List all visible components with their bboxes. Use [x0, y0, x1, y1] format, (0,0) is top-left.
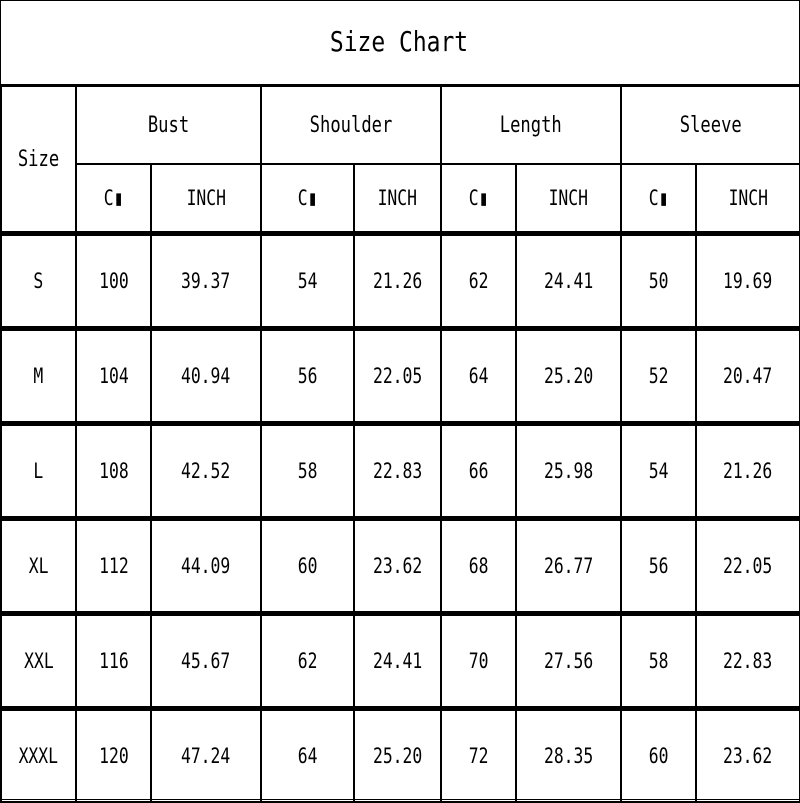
- measurement-cell: 100: [76, 234, 151, 329]
- size-table: [0, 84, 800, 803]
- size-label-cell: S: [1, 234, 76, 329]
- unit-header: INCH: [151, 164, 261, 234]
- size-label-cell: XXXL: [1, 709, 76, 803]
- unit-header: C▮: [261, 164, 354, 234]
- measurement-cell: 28.35: [516, 709, 621, 803]
- measurement-cell: 64: [441, 329, 516, 424]
- measurement-cell: 39.37: [151, 234, 261, 329]
- measurement-cell: 24.41: [354, 614, 441, 709]
- measurement-cell: 112: [76, 519, 151, 614]
- measurement-cell: 22.83: [354, 424, 441, 519]
- size-label-cell: XL: [1, 519, 76, 614]
- measurement-cell: 25.20: [354, 709, 441, 803]
- measurement-cell: 62: [261, 614, 354, 709]
- chart-title: Size Chart: [329, 25, 469, 58]
- measurement-cell: 22.05: [696, 519, 800, 614]
- group-header-bust: Bust: [76, 86, 261, 165]
- measurement-cell: 64: [261, 709, 354, 803]
- measurement-cell: 58: [621, 614, 696, 709]
- measurement-cell: 45.67: [151, 614, 261, 709]
- unit-header: C▮: [621, 164, 696, 234]
- size-label-cell: L: [1, 424, 76, 519]
- unit-header: C▮: [76, 164, 151, 234]
- measurement-cell: 68: [441, 519, 516, 614]
- measurement-cell: 25.20: [516, 329, 621, 424]
- unit-header: INCH: [354, 164, 441, 234]
- measurement-cell: 70: [441, 614, 516, 709]
- measurement-cell: 56: [621, 519, 696, 614]
- measurement-cell: 25.98: [516, 424, 621, 519]
- measurement-cell: 62: [441, 234, 516, 329]
- measurement-cell: 22.05: [354, 329, 441, 424]
- size-label-cell: XXL: [1, 614, 76, 709]
- measurement-cell: 54: [261, 234, 354, 329]
- table-row: [1, 519, 800, 614]
- measurement-cell: 23.62: [354, 519, 441, 614]
- measurement-cell: 19.69: [696, 234, 800, 329]
- measurement-cell: 27.56: [516, 614, 621, 709]
- measurement-cell: 108: [76, 424, 151, 519]
- size-label-cell: M: [1, 329, 76, 424]
- measurement-cell: 120: [76, 709, 151, 803]
- table-row: [1, 709, 800, 803]
- measurement-cell: 52: [621, 329, 696, 424]
- measurement-cell: 50: [621, 234, 696, 329]
- group-header-length: Length: [441, 86, 621, 165]
- measurement-cell: 54: [621, 424, 696, 519]
- measurement-cell: 23.62: [696, 709, 800, 803]
- table-row: [1, 329, 800, 424]
- measurement-cell: 104: [76, 329, 151, 424]
- measurement-cell: 24.41: [516, 234, 621, 329]
- table-row: [1, 424, 800, 519]
- measurement-cell: 22.83: [696, 614, 800, 709]
- measurement-cell: 56: [261, 329, 354, 424]
- measurement-cell: 60: [621, 709, 696, 803]
- measurement-cell: 21.26: [696, 424, 800, 519]
- measurement-cell: 42.52: [151, 424, 261, 519]
- size-header: Size: [1, 86, 76, 234]
- measurement-cell: 20.47: [696, 329, 800, 424]
- unit-header: C▮: [441, 164, 516, 234]
- measurement-cell: 21.26: [354, 234, 441, 329]
- group-header-sleeve: Sleeve: [621, 86, 800, 165]
- table-row: [1, 234, 800, 329]
- measurement-cell: 26.77: [516, 519, 621, 614]
- table-row: [1, 614, 800, 709]
- header-row-groups: [1, 86, 800, 165]
- measurement-cell: 72: [441, 709, 516, 803]
- unit-header: INCH: [696, 164, 800, 234]
- measurement-cell: 44.09: [151, 519, 261, 614]
- measurement-cell: 60: [261, 519, 354, 614]
- measurement-cell: 66: [441, 424, 516, 519]
- group-header-shoulder: Shoulder: [261, 86, 441, 165]
- measurement-cell: 40.94: [151, 329, 261, 424]
- measurement-cell: 116: [76, 614, 151, 709]
- measurement-cell: 58: [261, 424, 354, 519]
- unit-header: INCH: [516, 164, 621, 234]
- header-row-units: [1, 164, 800, 234]
- measurement-cell: 47.24: [151, 709, 261, 803]
